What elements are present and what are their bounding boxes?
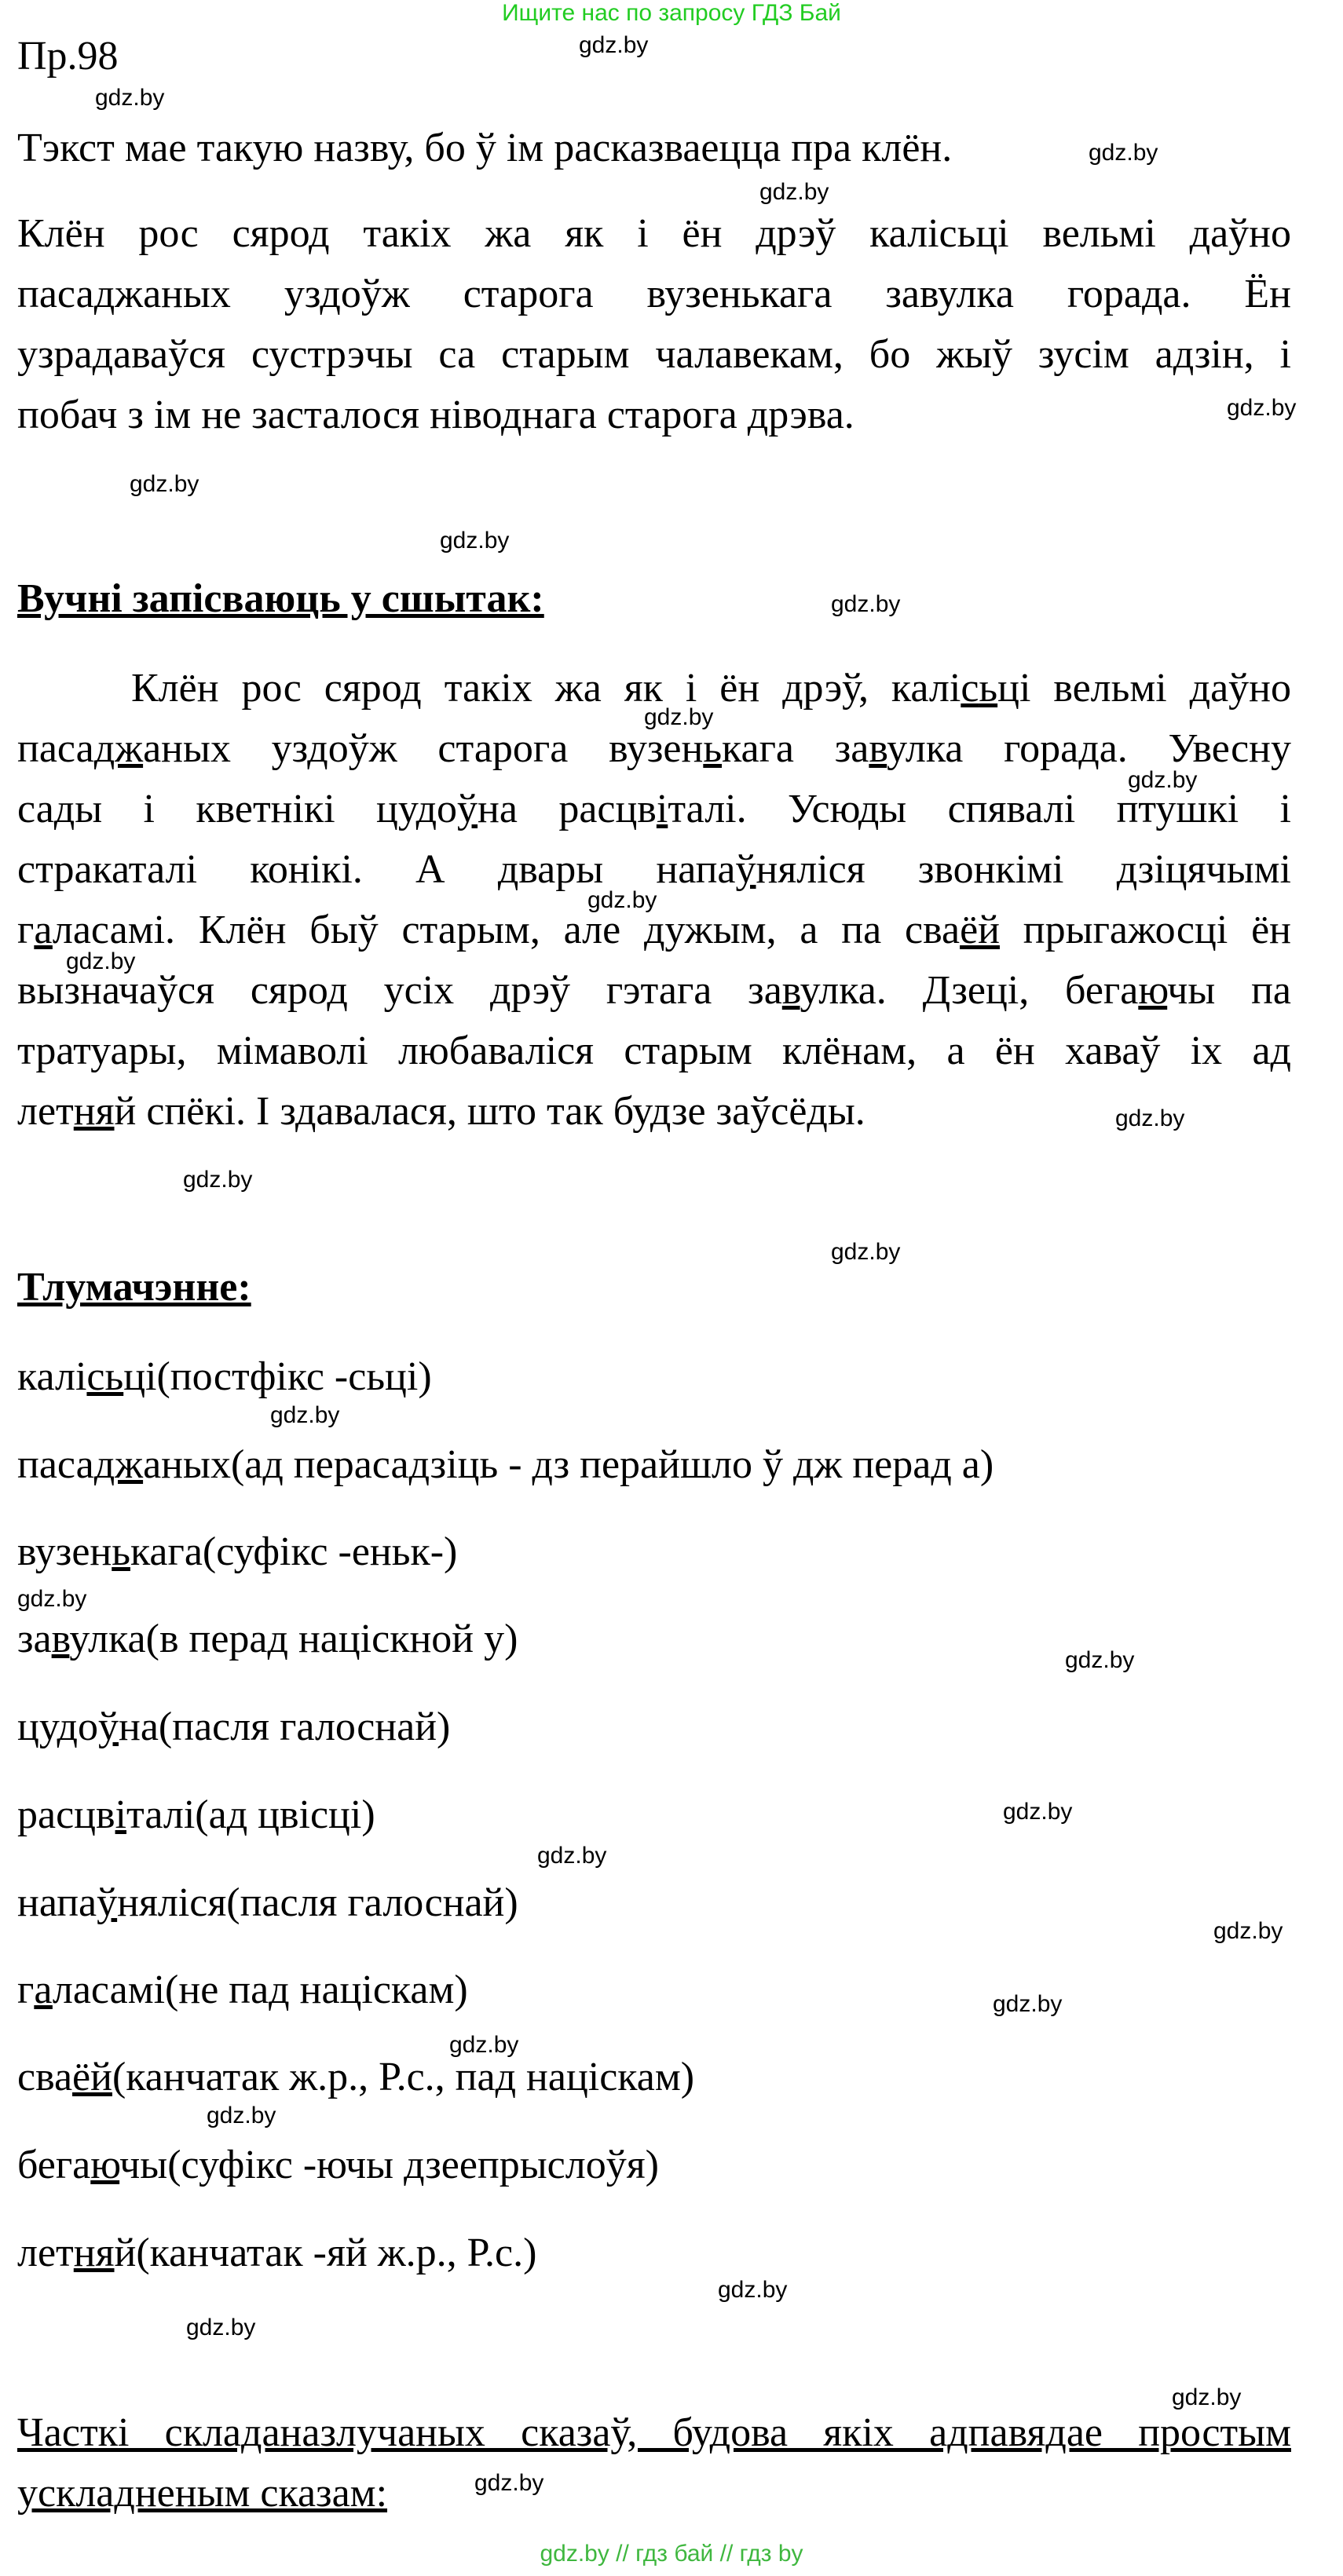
footer-link[interactable]: gdz.by // гдз бай // гдз by [540, 2541, 803, 2567]
watermark: gdz.by [993, 1991, 1063, 2017]
notebook-line: Клён рос сярод такіх жа як і ён дрэў, калісьці вельмі даўно [131, 666, 1291, 711]
explanation-item: летняй(канчатак -яй ж.р., Р.с.) [17, 2231, 537, 2275]
watermark: gdz.by [587, 887, 657, 913]
watermark: gdz.by [474, 2470, 544, 2496]
watermark: gdz.by [831, 591, 901, 617]
watermark: gdz.by [207, 2103, 276, 2128]
watermark: gdz.by [1115, 1105, 1185, 1131]
watermark: gdz.by [1089, 140, 1158, 166]
explanation-heading: Тлумачэнне: [17, 1265, 251, 1310]
answer-line: Клён рос сярод такіх жа як і ён дрэў калісьці вельмі даўно [17, 211, 1291, 256]
watermark: gdz.by [130, 471, 199, 497]
header-link[interactable]: Ищите нас по запросу ГДЗ Бай [502, 0, 841, 26]
notebook-line: галасамі. Клён быў старым, але дужым, а па сваёй прыгажосці ён [17, 908, 1291, 952]
notebook-line: вызначаўся сярод усіх дрэў гэтага завулка. Дзеці, бегаючы па [17, 968, 1291, 1013]
watermark: gdz.by [440, 528, 510, 554]
watermark: gdz.by [644, 704, 714, 730]
explanation-item: завулка(в перад націскной у) [17, 1617, 518, 1661]
answer-paragraph [17, 203, 1291, 445]
final-heading [17, 2402, 1291, 2523]
watermark: gdz.by [1128, 767, 1198, 793]
explanation-item: калісьці(постфікс -сьці) [17, 1354, 432, 1399]
watermark: gdz.by [66, 948, 136, 974]
notebook-line: тратуары, мімаволі любаваліся старым клёнам, а ён хаваў іх ад [17, 1029, 1291, 1073]
watermark: gdz.by [17, 1586, 87, 1612]
final-heading-line: ускладненым сказам: [17, 2471, 388, 2516]
watermark: gdz.by [270, 1402, 340, 1428]
watermark: gdz.by [718, 2277, 788, 2303]
watermark: gdz.by [1172, 2384, 1242, 2410]
watermark: gdz.by [1227, 395, 1297, 421]
intro-line: Тэкст мае такую назву, бо ў ім расказваецца пра клён. [17, 126, 953, 170]
notebook-line: стракаталі конікі. А двары напаўняліся звонкімі дзіцячымі [17, 847, 1291, 892]
watermark: gdz.by [1065, 1647, 1135, 1673]
watermark: gdz.by [186, 2315, 256, 2340]
watermark: gdz.by [183, 1167, 253, 1193]
answer-line: пасаджаных уздоўж старога вузенькага завулка горада. Ён [17, 272, 1291, 316]
watermark: gdz.by [831, 1239, 901, 1265]
notebook-heading: Вучні запісваюць у сшытак: [17, 576, 544, 621]
explanation-item: галасамі(не пад націскам) [17, 1968, 468, 2012]
watermark: gdz.by [449, 2032, 519, 2058]
explanation-item: пасаджаных(ад перасадзіць - дз перайшло ў дж перад а) [17, 1442, 994, 1487]
explanation-item: бегаючы(суфікс -ючы дзеепрыслоўя) [17, 2143, 659, 2187]
watermark: gdz.by [1213, 1918, 1283, 1944]
watermark: gdz.by [1003, 1799, 1073, 1825]
exercise-number: Пр.98 [17, 34, 119, 79]
explanation-item: расцвіталі(ад цвісці) [17, 1792, 375, 1837]
watermark: gdz.by [759, 179, 829, 205]
watermark: gdz.by [95, 85, 165, 111]
notebook-line: сады і кветнікі цудоўна расцвіталі. Усюды спявалі птушкі і [17, 787, 1291, 831]
explanation-item: цудоўна(пасля галоснай) [17, 1705, 451, 1749]
watermark: gdz.by [579, 32, 649, 58]
notebook-line: летняй спёкі. І здавалася, што так будзе заўсёды. [17, 1089, 865, 1134]
answer-line: побач з ім не засталося ніводнага старога дрэва. [17, 393, 854, 437]
final-heading-line: Часткі складаназлучаных сказаў, будова якіх адпавядае простым [17, 2410, 1291, 2455]
explanation-item: напаўняліся(пасля галоснай) [17, 1880, 518, 1925]
explanation-item: сваёй(канчатак ж.р., Р.с., пад націскам) [17, 2055, 695, 2099]
watermark: gdz.by [537, 1843, 607, 1869]
notebook-line: пасаджаных уздоўж старога вузенькага завулка горада. Увесну [17, 726, 1291, 771]
answer-line: узрадаваўся сустрэчы са старым чалавекам, бо жыў зусім адзін, і [17, 332, 1291, 377]
explanation-item: вузенькага(суфікс -еньк-) [17, 1529, 458, 1574]
